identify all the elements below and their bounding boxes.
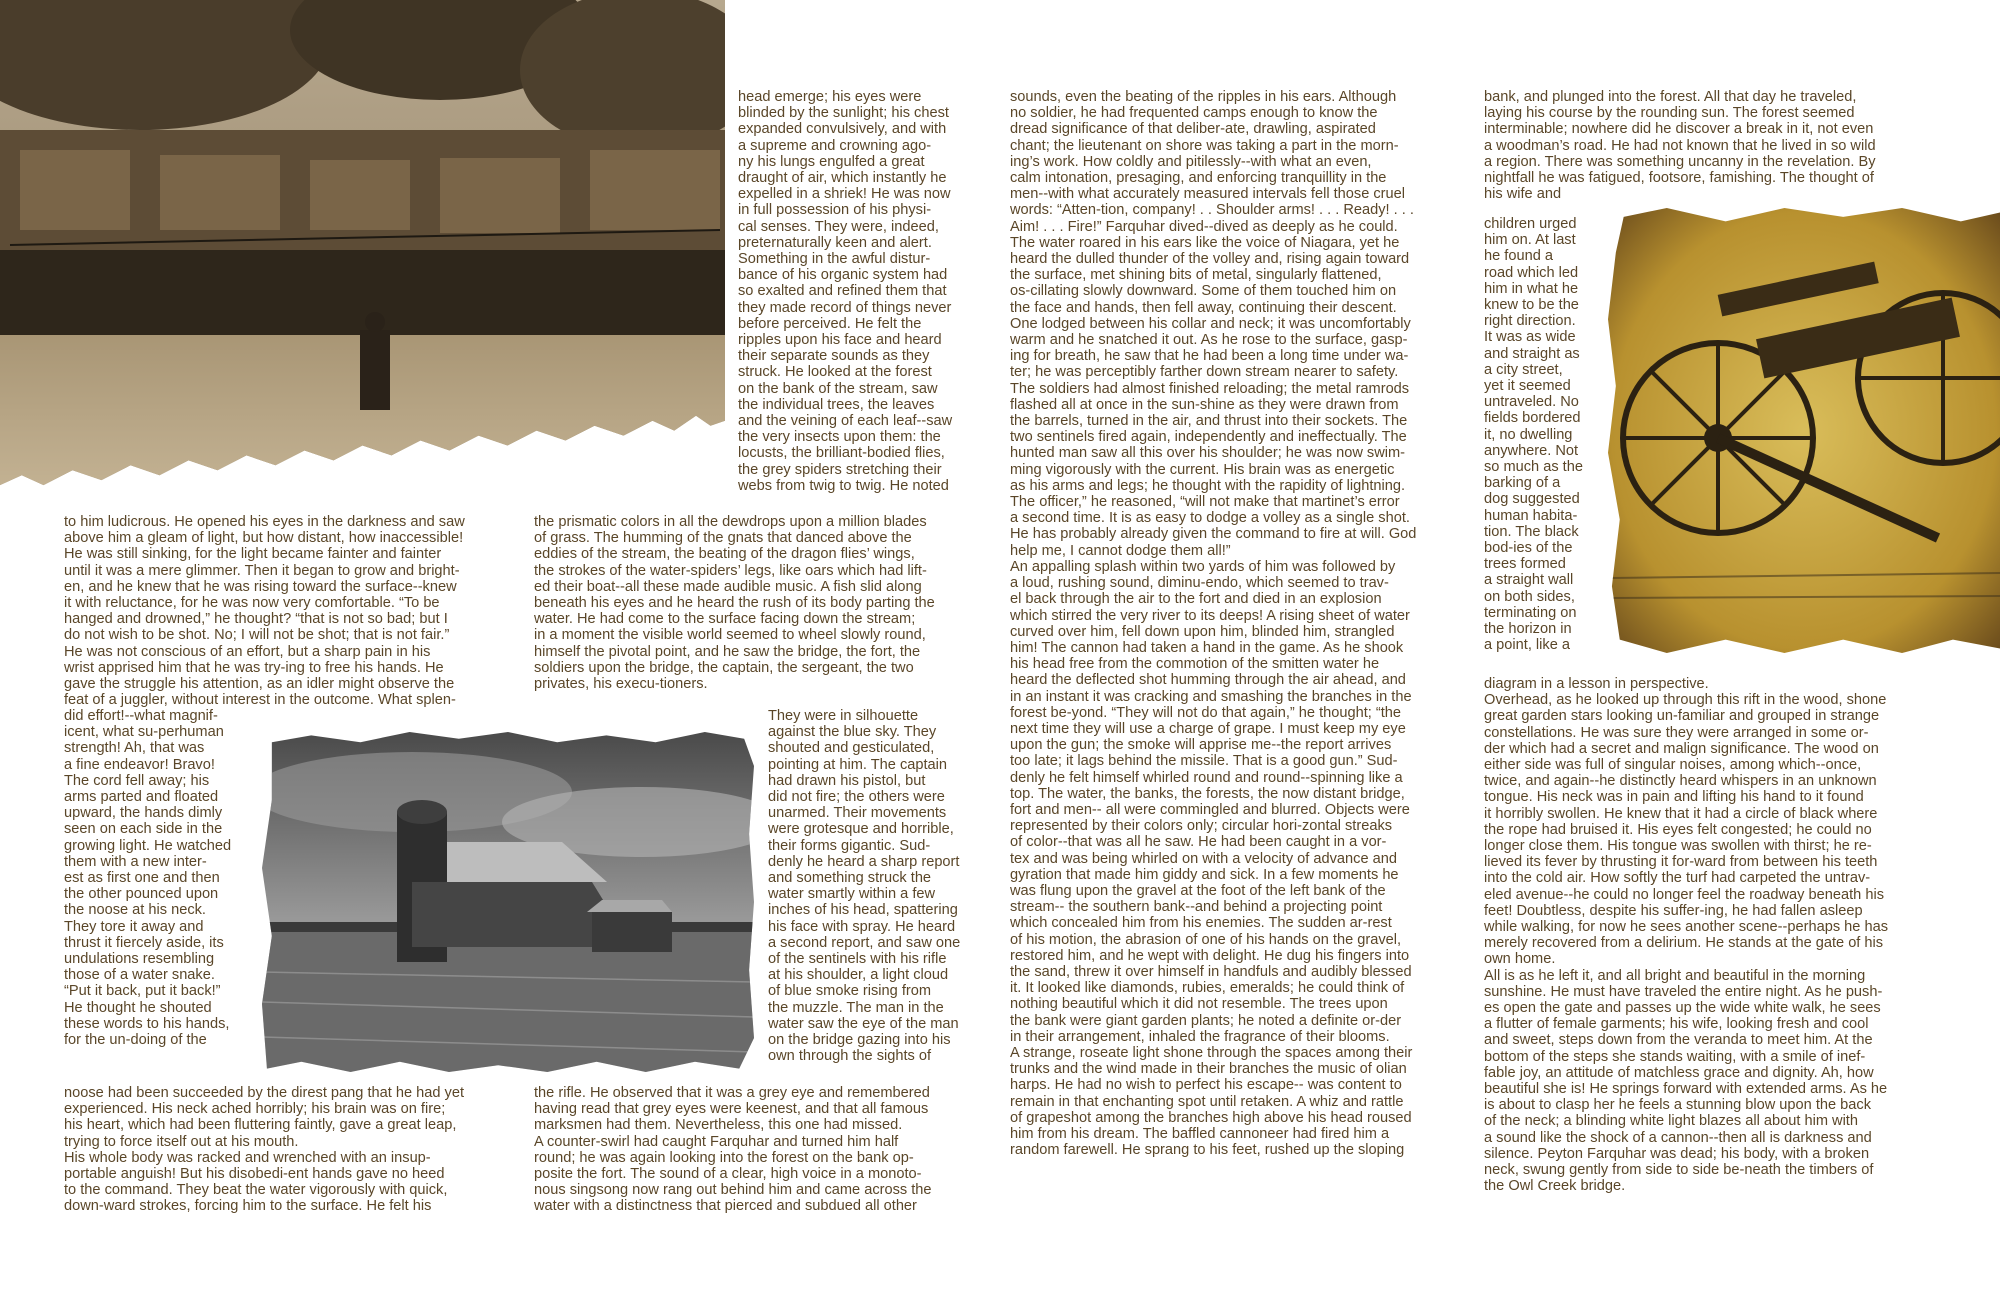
col1-paragraph-a: to him ludicrous. He opened his eyes in the darkness and saw above him a gleam of light, but how distant, how inaccessible! He was still sinking, for the light became fainter and fainter until it was a mere glimmer. Then it began to grow and bright- en, and he knew that he was rising toward the surface--knew it with reluctance, for he was now very comfortable. “To be hanged and drowned,” he thought? “that is not so bad; but I do not wish to be shot. No; I will not be shot; that is not fair.” He was not conscious of an effort, but a sharp pain in his wrist apprised him that he was try-ing to free his hands. He gave the struggle his attention, as an idler might observe the feat of a juggler, without interest in the outcome. What splen- [64, 514, 465, 709]
col2-paragraph-d: the rifle. He observed that it was a grey eye and remembered having read that grey eyes were keenest, and that all famous marksmen had them. Nevertheless, this one had missed. A counter-swirl had caught Farquhar and turned him half round; he was again looking into the forest on the bank op- posite the fort. The sound of a clear, high voice in a monoto- nous singsong now rang out behind him and came across the water with a distinctness that pierced and subdued all other [534, 1085, 932, 1215]
gatling-gun-illustration [1608, 208, 2000, 653]
text-column-1 [64, 514, 524, 708]
col4-paragraph-b: children urged him on. At last he found a road which led him in what he knew to be the right direction. It was as wide and straight as a city street, yet it seemed untraveled. No fields bordered it, no dwelling anywhere. Not so much as the barking of a dog suggested human habita- tion. The black bod-ies of the trees formed a straight wall on both sides, terminating on the horizon in a point, like a [1484, 216, 1583, 654]
text-column-3 [1010, 89, 1460, 1158]
col4-paragraph-c: diagram in a lesson in perspective. Overhead, as he looked up through this rift in the wood, shone great garden stars looking un-familiar and grouped in strange constellations. He was sure they were arranged in some or- der which had a secret and malign significance. The wood on either side was full of singular noises, among which--once, twice, and again--he distinctly heard whispers in an unknown tongue. His neck was in pain and lifting his hand to it found it horribly swollen. He knew that it had a circle of black where the rope had bruised it. His eyes felt congested; he could no longer close them. His tongue was swollen with thirst; he re- lieved its fever by thrusting it for-ward from between his teeth into the cold air. How softly the turf had carpeted the untrav- eled avenue--he could no longer feel the roadway beneath his feet! Doubtless, despite his suffer-ing, he had fallen asleep while walking, for now he sees another scene--perhaps he has merely recovered from a delirium. He stands at the gate of his own home. All is as he left it, and all bright and beautiful in the morning sunshine. He must have traveled the entire night. As he push- es open the gate and passes up the wide white walk, he sees a flutter of female garments; his wife, looking fresh and cool and sweet, steps down from the veranda to meet him. At the bottom of the steps she stands waiting, with a smile of inef- fable joy, an attitude of matchless grace and dignity. Ah, how beautiful she is! He springs forward with extended arms. As he is about to clasp her he feels a stunning blow upon the back of the neck; a blinding white light blazes all about him with a sound like the shock of a cannon--then all is darkness and silence. Peyton Farquhar was dead; his body, with a broken neck, swung gently from side to side be-neath the timbers of the Owl Creek bridge. [1484, 676, 1888, 1195]
text-column-2-mid [534, 514, 994, 692]
col1-paragraph-c: noose had been succeeded by the direst pang that he had yet experienced. His neck ached horribly; his brain was on fire; his heart, which had been fluttering faintly, gave a great leap, trying to force itself out at his mouth. His whole body was racked and wrenched with an insup- portable anguish! But his disobedi-ent hands gave no heed to the command. They beat the water vigorously with quick, down-ward strokes, forcing him to the surface. He felt his [64, 1085, 465, 1215]
text-column-2-top [738, 89, 993, 494]
text-column-4-bottom [1484, 676, 1929, 1195]
text-column-2-bottom [534, 1085, 994, 1215]
soldiers-formation-photo [0, 0, 725, 495]
col3-paragraph-a: sounds, even the beating of the ripples in his ears. Although no soldier, he had frequented camps enough to know the dread significance of that deliber-ate, drawling, aspirated chant; the lieutenant on shore was taking a part in the morn- ing’s work. How coldly and pitilessly--with what an even, calm intonation, presaging, and enforcing tranquillity in the men--with what accurately measured intervals fell those cruel words: “Atten-tion, company! . . Shoulder arms! . . . Ready! . . . Aim! . . . Fire!” Farquhar dived--dived as deeply as he could. The water roared in his ears like the voice of Niagara, yet he heard the dulled thunder of the volley and, rising again toward the surface, met shining bits of metal, singularly flattened, os-cillating slowly downward. Some of them touched him on the face and hands, then fell away, continuing their descent. One lodged between his collar and neck; it was uncomfortably warm and he snatched it out. As he rose to the surface, gasp- ing for breath, he saw that he had been a long time under wa- ter; he was perceptibly farther down stream nearer to safety. The soldiers had almost finished reloading; the metal ramrods flashed all at once in the sun-shine as they were drawn from the barrels, turned in the air, and thrust into their sockets. The two sentinels fired again, independently and ineffectually. The hunted man saw all this over his shoulder; he was now swim- ming vigorously with the current. His brain was as energetic as his arms and legs; he thought with the rapidity of lightning. The officer,” he reasoned, “will not make that martinet’s error a second time. It is as easy to dodge a volley as a single shot. He has probably already given the command to fire at will. God help me, I cannot dodge them all!” An appalling splash within two yards of him was followed by a loud, rushing sound, diminu-endo, which seemed to trav- el back through the air to the fort and died in an explosion which stirred the very river to its deeps! A rising sheet of water curved over him, fell down upon him, blinded him, strangled him! The cannon had taken a hand in the game. As he shook his head free from the commotion of the smitten water he heard the deflected shot humming through the air ahead, and in an instant it was cracking and smashing the branches in the forest be-yond. “They will not do that again,” he thought; “the next time they will use a charge of grape. I must keep my eye upon the gun; the smoke will apprise me--the report arrives too late; it lags behind the missile. That is a good gun.” Sud- denly he felt himself whirled round and round--spinning like a top. The water, the banks, the forests, the now distant bridge, fort and men-- all were commingled and blurred. Objects were represented by their colors only; circular hori-zontal streaks of color--that was all he saw. He had been caught in a vor- tex and was being whirled on with a velocity of advance and gyration that made him giddy and sick. In a few moments he was flung upon the gravel at the foot of the left bank of the stream-- the southern bank--and behind a projecting point which concealed him from his enemies. The sudden ar-rest of his motion, the abrasion of one of his hands on the gravel, restored him, and he wept with delight. He dug his fingers into the sand, threw it over himself in handfuls and audibly blessed it. It looked like diamonds, rubies, emeralds; he could think of nothing beautiful which it did not resemble. The trees upon the bank were giant garden plants; he noted a definite or-der in their arrangement, inhaled the fragrance of their blooms. A strange, roseate light shone through the spaces among their trunks and the wind made in their branches the music of olian harps. He had no wish to perfect his escape-- was content to remain in that enchanting spot until retaken. A whiz and rattle of grapeshot among the branches high above his head roused him from his dream. The baffled cannoneer had fired him a random farewell. He sprang to his feet, rushed up the sloping [1010, 89, 1417, 1159]
text-column-1-narrow [64, 708, 264, 1048]
col4-paragraph-a: bank, and plunged into the forest. All that day he traveled, laying his course by the rounding sun. The forest seemed interminable; nowhere did he discover a break in it, not even a woodman’s road. He had not known that he lived in so wild a region. There was something uncanny in the revelation. By nightfall he was fatigued, footsore, famishing. The thought of his wife and [1484, 89, 1876, 203]
col2-paragraph-c: They were in silhouette against the blue sky. They shouted and gesticulated, pointing at him. The captain had drawn his pistol, but did not fire; the others were unarmed. Their movements were grotesque and horrible, their forms gigantic. Sud- denly he heard a sharp report and something struck the water smartly within a few inches of his head, spattering his face with spray. He heard a second report, and saw one of the sentinels with his rifle at his shoulder, a light cloud of blue smoke rising from the muzzle. The man in the water saw the eye of the man on the bridge gazing into his own through the sights of [768, 708, 961, 1065]
text-column-4-top [1484, 89, 1924, 202]
col2-paragraph-a: head emerge; his eyes were blinded by the sunlight; his chest expanded convulsively, and with a supreme and crowning ago- ny his lungs engulfed a great draught of air, which instantly he expelled in a shriek! He was now in full possession of his physi- cal senses. They were, indeed, preternaturally keen and alert. Something in the awful distur- bance of his organic system had so exalted and refined them that they made record of things never before perceived. He felt the ripples upon his face and heard their separate sounds as they struck. He looked at the forest on the bank of the stream, saw the individual trees, the leaves and the veining of each leaf--saw the very insects upon them: the locusts, the brilliant-bodied flies, the grey spiders stretching their webs from twig to twig. He noted [738, 89, 953, 494]
col2-paragraph-b: the prismatic colors in all the dewdrops upon a million blades of grass. The humming of the gnats that danced above the eddies of the stream, the beating of the dragon flies’ wings, the strokes of the water-spiders’ legs, like oars which had lift- ed their boat--all these made audible music. A fish slid along beneath his eyes and he heard the rush of its body parting the water. He had come to the surface facing down the stream; in a moment the visible world seemed to wheel slowly round, himself the pivotal point, and he saw the bridge, the fort, the soldiers upon the bridge, the captain, the sergeant, the two privates, his execu-tioners. [534, 514, 935, 693]
text-column-1-bottom [64, 1085, 534, 1215]
text-column-4-narrow [1484, 216, 1604, 653]
text-column-2-narrow [768, 708, 998, 1064]
barn-silo-photo [262, 732, 754, 1072]
col1-paragraph-b: did effort!--what magnif- icent, what su-perhuman strength! Ah, that was a fine endeavor! Bravo! The cord fell away; his arms parted and floated upward, the hands dimly seen on each side in the growing light. He watched them with a new inter- est as first one and then the other pounced upon the noose at his neck. They tore it away and thrust it fiercely aside, its undulations resembling those of a water snake. “Put it back, put it back!” He thought he shouted these words to his hands, for the un-doing of the [64, 708, 232, 1049]
